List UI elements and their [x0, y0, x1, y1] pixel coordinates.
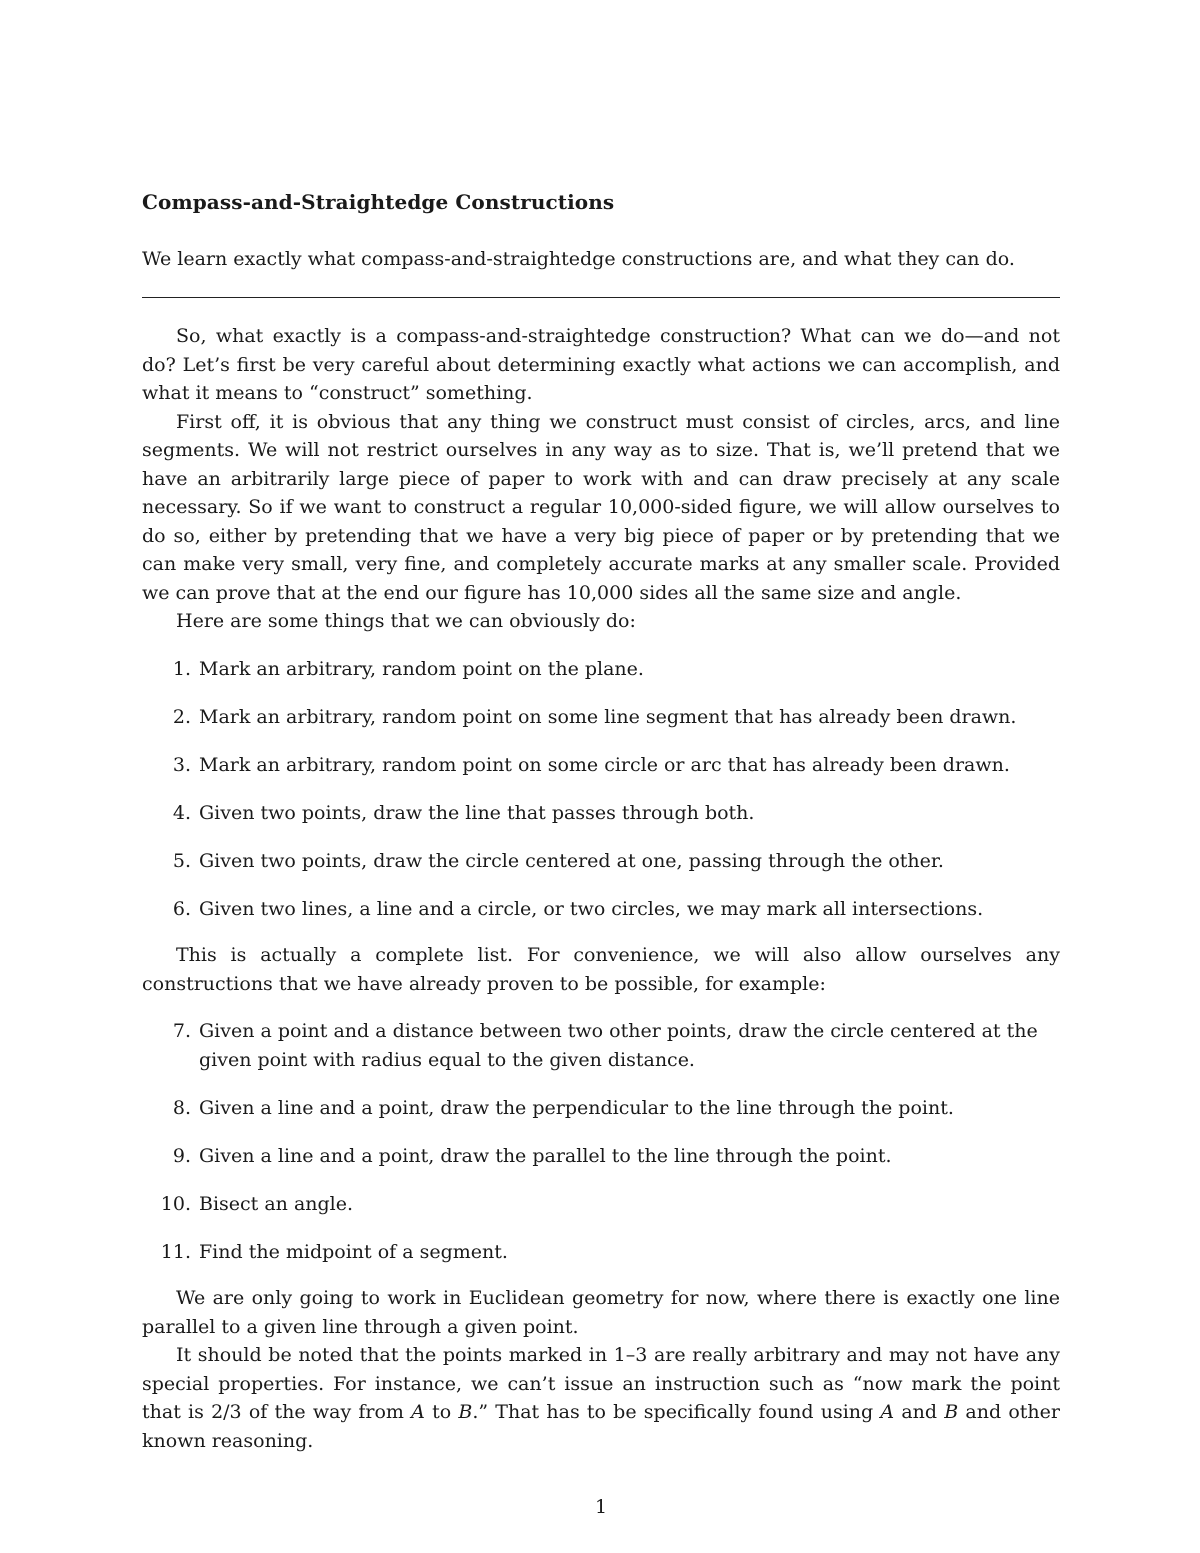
paragraph-euclidean: We are only going to work in Euclidean geometry for now, where there is exactly one line parallel to a given line through a given point.	[142, 1287, 1060, 1338]
list-item-text: Mark an arbitrary, random point on the plane.	[199, 657, 644, 680]
page-subtitle: We learn exactly what compass-and-straightedge constructions are, and what they can do.	[142, 248, 1015, 270]
list-item-number: 5.	[172, 849, 191, 872]
paragraph-text: to	[424, 1401, 459, 1423]
list-item-text: Mark an arbitrary, random point on some line segment that has already been drawn.	[199, 705, 1017, 728]
list-item-text: Given two points, draw the circle centered at one, passing through the other.	[199, 849, 944, 872]
list-item-number: 6.	[172, 897, 191, 920]
list-item	[142, 655, 1060, 684]
page-title: Compass-and-Straightedge Constructions	[142, 190, 615, 214]
list-item-text: Given a point and a distance between two other points, draw the circle centered at the given point with radius equal to the given distance.	[199, 1020, 1038, 1071]
list-item-number: 4.	[172, 801, 191, 824]
list-item-text: Given a line and a point, draw the parallel to the line through the point.	[199, 1144, 892, 1167]
point-b-label: B	[944, 1401, 959, 1423]
list-item-number: 2.	[172, 705, 191, 728]
list-item-number: 1.	[172, 657, 191, 680]
list-item-number: 8.	[172, 1096, 191, 1119]
document-body	[142, 322, 1060, 1455]
list-item-text: Mark an arbitrary, random point on some circle or arc that has already been drawn.	[199, 753, 1010, 776]
paragraph-text: It should be noted that the points marked in 1–3 are really arbitrary and may not have any special properties. For instance, we can’t issue an instruction such as “now mark the point that is 2/3 of the way from	[142, 1344, 1060, 1423]
point-b-label: B	[458, 1401, 473, 1423]
list-item-text: Given a line and a point, draw the perpendicular to the line through the point.	[199, 1096, 954, 1119]
list-item-text: Given two lines, a line and a circle, or two circles, we may mark all intersections.	[199, 897, 984, 920]
basic-constructions-list	[142, 655, 1060, 924]
point-a-label: A	[880, 1401, 895, 1423]
list-item-number: 11.	[160, 1240, 191, 1263]
paragraph-here-are: Here are some things that we can obviously do:	[176, 610, 636, 632]
list-item	[142, 895, 1060, 924]
paragraph-text: and other known reasoning.	[142, 1401, 1060, 1452]
list-item	[142, 703, 1060, 732]
paragraph-intro: So, what exactly is a compass-and-straightedge construction? What can we do—and not do? Let’s first be very careful about determining exactly what actions we can accomplish, and what it means to “construct” something.	[142, 325, 1060, 404]
list-item-text: Find the midpoint of a segment.	[199, 1240, 508, 1263]
list-item	[142, 1190, 1060, 1219]
list-item-text: Bisect an angle.	[199, 1192, 354, 1215]
paragraph-complete-list: This is actually a complete list. For convenience, we will also allow ourselves any constructions that we have already proven to be possible, for example:	[142, 944, 1060, 995]
list-item	[142, 847, 1060, 876]
list-item	[142, 1238, 1060, 1267]
horizontal-rule	[142, 297, 1060, 298]
list-item	[142, 1094, 1060, 1123]
list-item-text: Given two points, draw the line that passes through both.	[199, 801, 755, 824]
list-item-number: 3.	[172, 753, 191, 776]
list-item	[142, 1142, 1060, 1171]
paragraph-first-off: First off, it is obvious that any thing we construct must consist of circles, arcs, and line segments. We will not restrict ourselves in any way as to size. That is, we’ll pretend that we have an arbitrarily large piece of paper to work with and can draw precisely at any scale necessary. So if we want to construct a regular 10,000-sided figure, we will allow ourselves to do so, either by pretending that we have a very big piece of paper or by pretending that we can make very small, very fine, and completely accurate marks at any smaller scale. Provided we can prove that at the end our figure has 10,000 sides all the same size and angle.	[142, 410, 1060, 604]
list-item-number: 9.	[172, 1144, 191, 1167]
list-item	[142, 799, 1060, 828]
paragraph-text: .” That has to be specifically found using	[472, 1401, 881, 1423]
list-item	[142, 751, 1060, 780]
list-item-number: 10.	[160, 1192, 191, 1215]
list-item-number: 7.	[172, 1020, 191, 1042]
paragraph-arbitrary-points	[142, 1341, 1060, 1455]
derived-constructions-list	[142, 1017, 1060, 1266]
page-number: 1	[594, 1496, 608, 1518]
point-a-label: A	[411, 1401, 425, 1423]
paragraph-text: and	[894, 1401, 945, 1423]
list-item	[142, 1017, 1060, 1074]
